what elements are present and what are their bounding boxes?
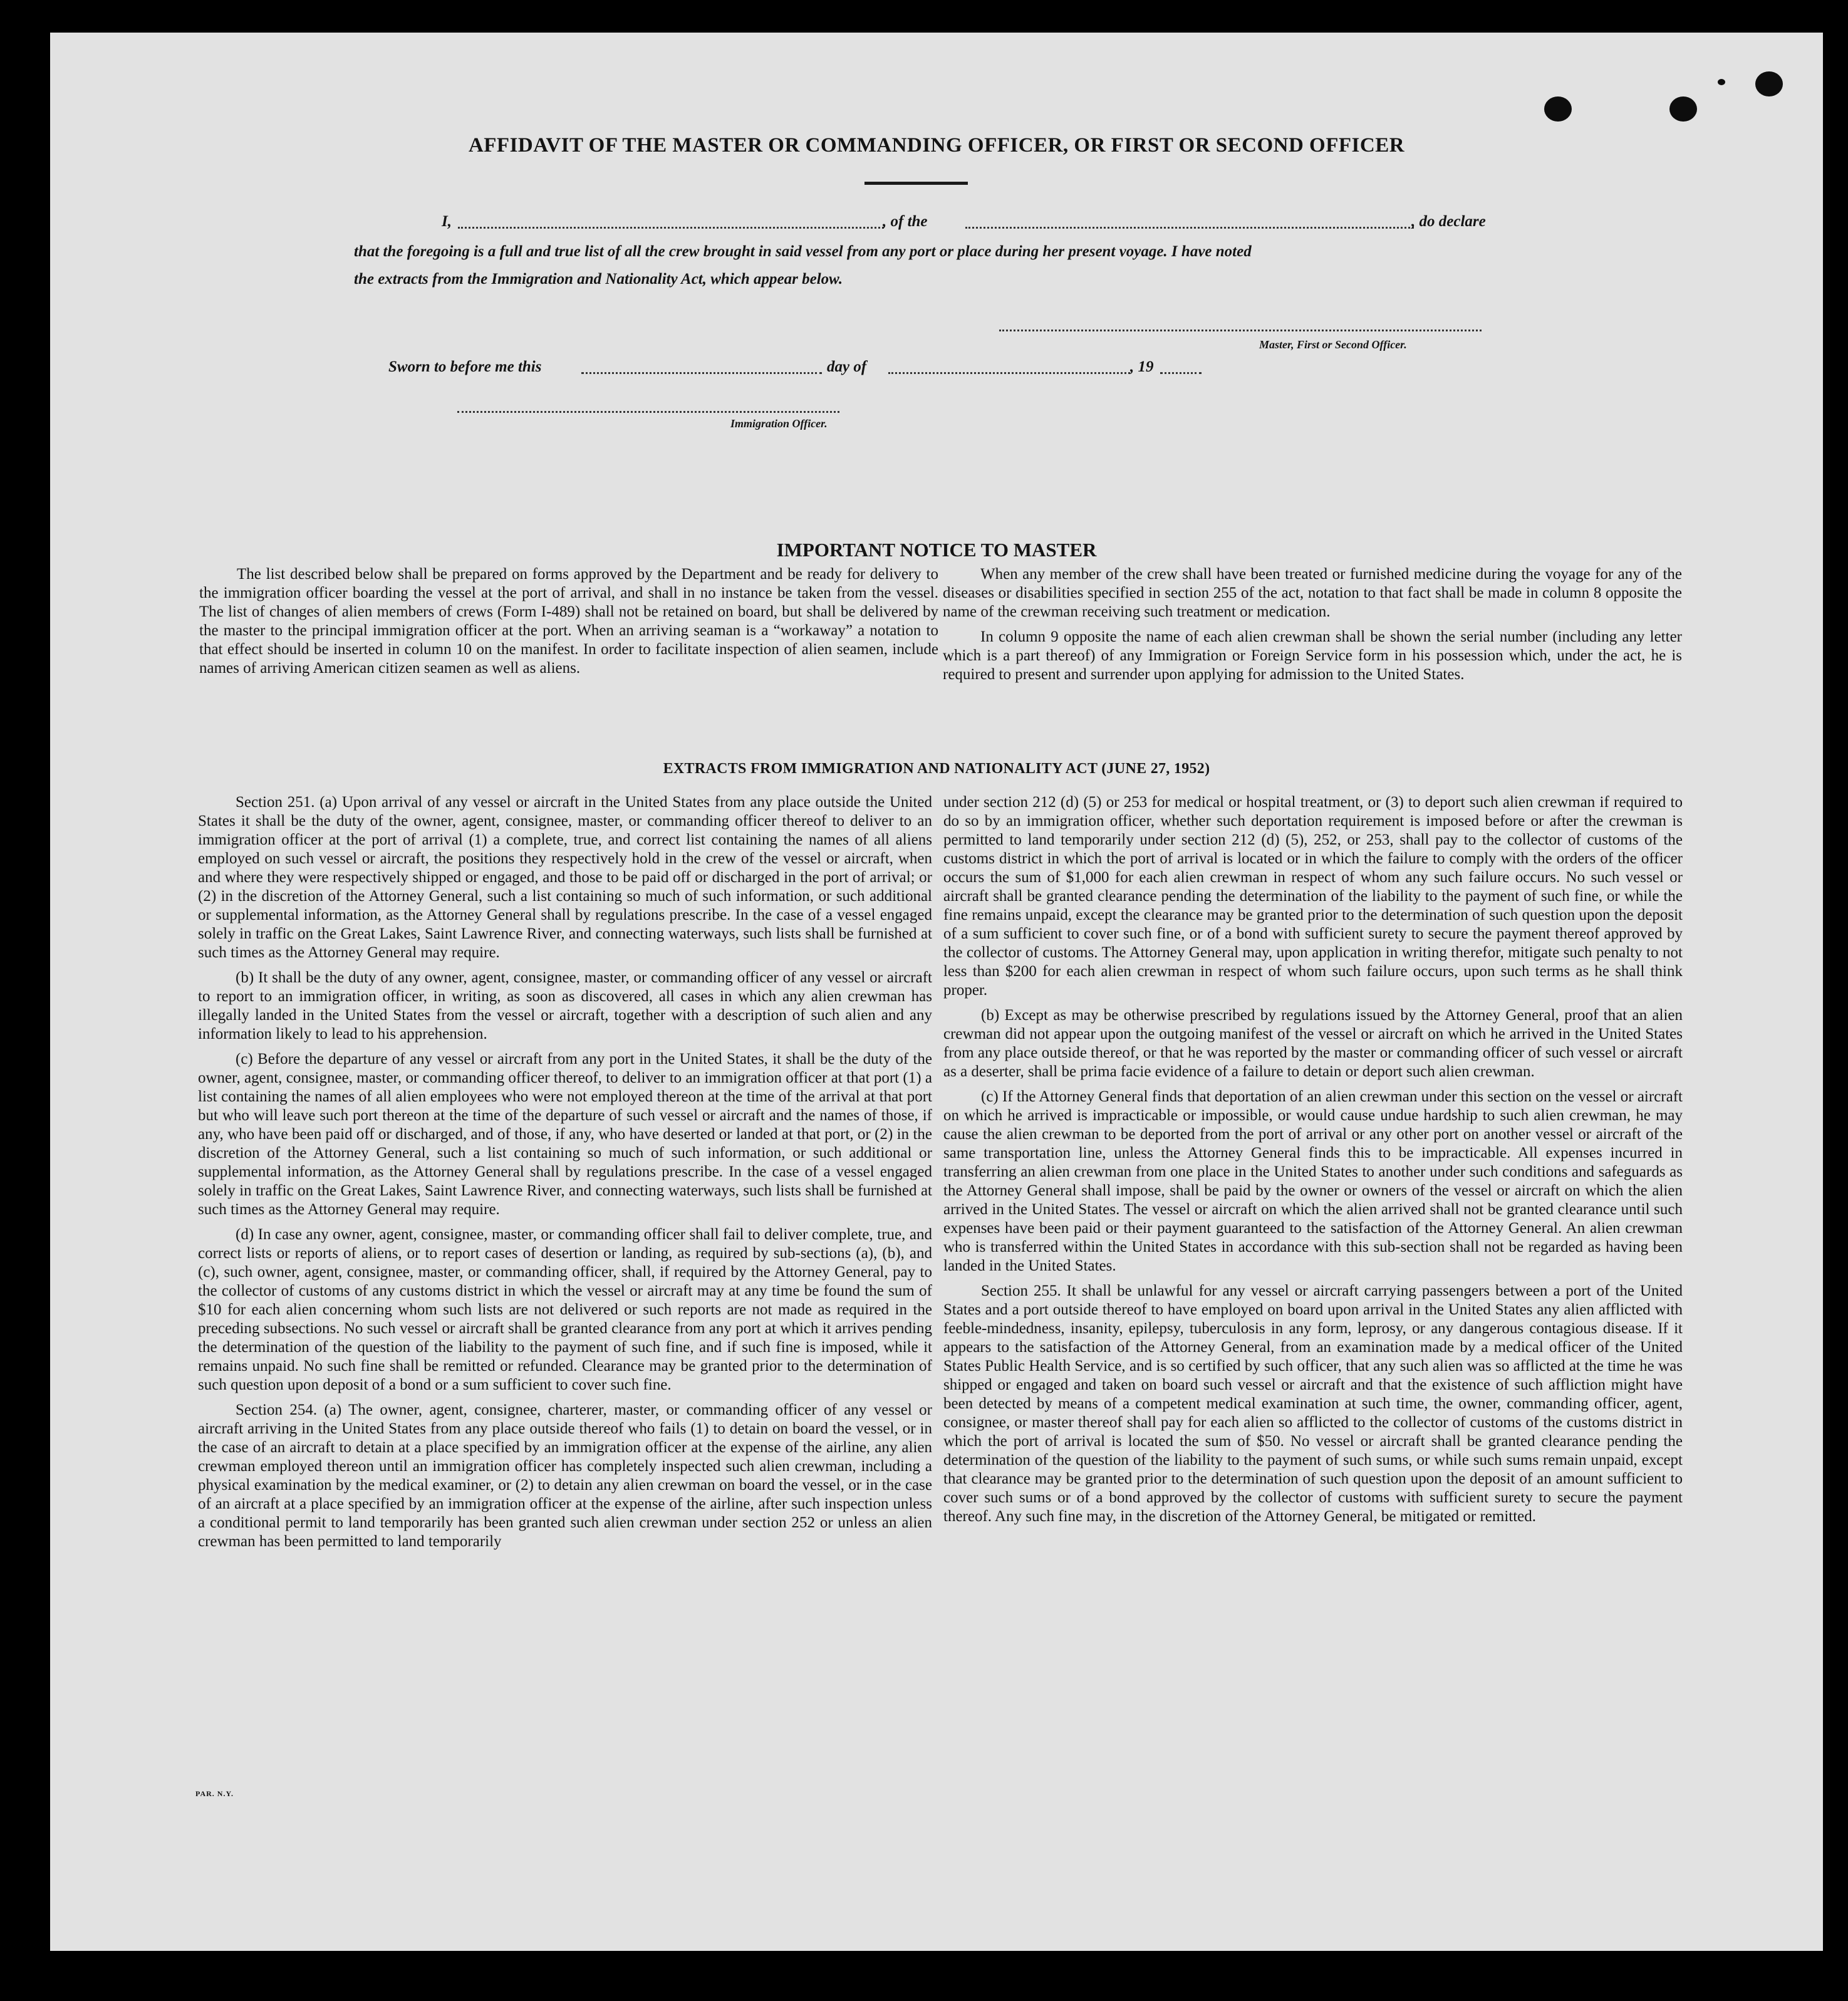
- printer-mark: PAR. N.Y.: [195, 1789, 234, 1798]
- notice-paragraph: When any member of the crew shall have been treated or furnished medicine during the voyage for any of the diseases or disabilities specified in section 255 of the act, notation to that fact shall be made in column 8 opposite the name of the crewman receiving such treatment or medication.: [943, 566, 1682, 620]
- master-signature-line[interactable]: [999, 325, 1482, 331]
- form-sheet: [50, 33, 1823, 1951]
- affidavit-title: AFFIDAVIT OF THE MASTER OR COMMANDING OFFICER, OR FIRST OR SECOND OFFICER: [468, 134, 1405, 157]
- section-254a: Section 254. (a) The owner, agent, consignee, charterer, master, or commanding officer of any vessel or aircraft arriving in the United States from any place outside thereof who fails (1) to detain on board the vessel, or in the case of an aircraft to detain at a place specified by an immigration officer at the expense of the airline, any alien crewman employed thereon until an immigration officer has completely inspected such alien crewman, including a physical examination by the medical examiner, or (2) to detain any alien crewman on board the vessel, or in the case of an aircraft at a place specified by an immigration officer at the expense of the airline, after such inspection unless a conditional permit to land temporarily has been granted such alien crewman under section 252 or unless an alien crewman has been permitted to land temporarily: [198, 1401, 932, 1550]
- declaration-i: I,: [442, 213, 452, 230]
- master-caption: Master, First or Second Officer.: [1259, 338, 1407, 351]
- section-254c: (c) If the Attorney General finds that deportation of an alien crewman under this section on the vessel or aircraft on which he arrived is impracticable or impossible, or would cause undue hardship to such alien crewman, he may cause the alien crewman to be deported from the port of arrival or any other port on another vessel or aircraft of the same transportation line, unless the Attorney General finds this to be impracticable. All expenses incurred in transferring an alien crewman from one place in the United States to another under such conditions and safeguards as the Attorney General shall impose, shall be paid by the owner or owners of the vessel or aircraft on which the alien arrived in the United States. The vessel or aircraft on which the alien arrived shall not be granted clearance until such expenses have been paid or their payment guaranteed to the satisfaction of the Attorney General. An alien crewman who is transferred within the United States in accordance with this sub-section shall not be regarded as having been landed in the United States.: [943, 1088, 1683, 1274]
- punch-hole: [1669, 96, 1697, 122]
- section-251b: (b) It shall be the duty of any owner, agent, consignee, master, or commanding officer of any vessel or aircraft to report to an immigration officer, in writing, as soon as discovered, all cases in which any alien crewman has illegally landed in the United States from the vessel or aircraft, together with a description of such alien and any information likely to lead to his apprehension.: [198, 969, 932, 1042]
- punch-hole: [1755, 71, 1783, 96]
- notice-left-column: [199, 565, 938, 678]
- section-251a: Section 251. (a) Upon arrival of any vessel or aircraft in the United States from any place outside the United States it shall be the duty of the owner, agent, consignee, master, or commanding officer thereof to deliver to an immigration officer at the port of arrival (1) a complete, true, and correct list containing the names of all aliens employed on such vessel or aircraft, the positions they respectively hold in the crew of the vessel or aircraft, when and where they were respectively shipped or engaged, and those to be paid off or discharged in the port of arrival; or (2) in the discretion of the Attorney General, such a list containing so much of such information, or such additional or supplemental information, as the Attorney General shall by regulations prescribe. In the case of a vessel engaged solely in traffic on the Great Lakes, Saint Lawrence River, and connecting waterways, such lists shall be furnished at such times as the Attorney General may require.: [198, 794, 932, 961]
- extracts-right-column: [943, 793, 1683, 1526]
- speck: [1718, 79, 1725, 85]
- declaration-line-3: the extracts from the Immigration and Nationality Act, which appear below.: [354, 271, 843, 288]
- extracts-title: EXTRACTS FROM IMMIGRATION AND NATIONALITY ACT (JUNE 27, 1952): [663, 761, 1210, 777]
- section-254b: (b) Except as may be otherwise prescribed by regulations issued by the Attorney General, proof that an alien crewman did not appear upon the outgoing manifest of the vessel or aircraft on which he arrived in the United States from any place outside thereof, or that he was reported by the master or commanding officer of such vessel or aircraft as a deserter, shall be prima facie evidence of a failure to detain or deport such alien crewman.: [943, 1007, 1683, 1080]
- officer-caption: Immigration Officer.: [730, 417, 828, 430]
- title-rule: [864, 182, 968, 185]
- notice-paragraph: The list described below shall be prepared on forms approved by the Department and be ready for delivery to the immigration officer boarding the vessel at the port of arrival, and shall in no instance be taken from the vessel. The list of changes of alien members of crews (Form I-489) shall not be retained on board, but shall be delivered by the master to the principal immigration officer at the port. When an arriving seaman is a “workaway” a notation to that effect should be inserted in column 10 on the manifest. In order to facilitate inspection of alien seamen, include names of arriving American citizen seamen as well as aliens.: [199, 566, 938, 677]
- declaration-do-declare: , do declare: [1411, 213, 1486, 230]
- sworn-prefix: Sworn to before me this: [388, 358, 542, 375]
- sworn-day-of: day of: [827, 358, 867, 375]
- sworn-year-field[interactable]: [1160, 367, 1202, 374]
- sworn-day-field[interactable]: [581, 367, 822, 374]
- notice-right-column: [943, 565, 1682, 684]
- notice-title: IMPORTANT NOTICE TO MASTER: [776, 539, 1097, 561]
- declaration-line-2: that the foregoing is a full and true list of all the crew brought in said vessel from any port or place during her present voyage. I have noted: [354, 243, 1252, 260]
- punch-hole: [1544, 96, 1572, 122]
- vessel-field[interactable]: [965, 222, 1414, 229]
- declaration-of-the: , of the: [883, 213, 928, 230]
- sworn-year: , 19: [1130, 358, 1154, 375]
- section-251d: (d) In case any owner, agent, consignee, master, or commanding officer shall fail to deliver complete, true, and correct lists or reports of aliens, or to report cases of desertion or landing, as required by sub-sections (a), (b), and (c), such owner, agent, consignee, master, or commanding officer, shall, if required by the Attorney General, pay to the collector of customs of any customs district in which the vessel or aircraft may at any time be found the sum of $10 for each alien concerning whom such lists are not delivered or such reports are not made as required in the preceding subsections. No such vessel or aircraft shall be granted clearance from any port at which it arrives pending the determination of the question of the liability to the payment of such fine, and if such fine is imposed, while it remains unpaid. No such fine shall be remitted or refunded. Clearance may be granted prior to the determination of such question upon deposit of a bond or a sum sufficient to cover such fine.: [198, 1226, 932, 1393]
- notice-paragraph: In column 9 opposite the name of each alien crewman shall be shown the serial number (including any letter which is a part thereof) of any Immigration or Foreign Service form in his possession which, under the act, he is required to present and surrender upon applying for admission to the United States.: [943, 628, 1682, 683]
- extracts-left-column: [198, 793, 932, 1551]
- sworn-line: [388, 358, 1328, 383]
- sworn-month-field[interactable]: [888, 367, 1130, 374]
- section-254a-continued: under section 212 (d) (5) or 253 for medical or hospital treatment, or (3) to deport such alien crewman if required to do so by an immigration officer, whether such deportation requirement is imposed before or after the crewman is permitted to land temporarily under section 212 (d) (5), 252, or 253, shall pay to the collector of customs of the customs district in which the port of arrival is located or in which the failure to comply with the orders of the officer occurs the sum of $1,000 for each alien crewman in respect of whom any such failure occurs. No such vessel or aircraft shall be granted clearance pending the determination of the liability to the payment of such fine, or while the fine remains unpaid, except the clearance may be granted prior to the determination of such question upon the deposit of a sum sufficient to cover such fine, or of a bond with sufficient surety to secure the payment thereof approved by the collector of customs. The Attorney General may, upon application in writing therefor, mitigate such penalty to not less than $200 for each alien crewman in respect of whom such failure occurs, upon such terms as he shall think proper.: [943, 794, 1683, 999]
- officer-signature-line[interactable]: [457, 406, 839, 413]
- name-field[interactable]: [458, 222, 884, 229]
- section-251c: (c) Before the departure of any vessel or aircraft from any port in the United States, it shall be the duty of the owner, agent, consignee, master, or commanding officer thereof, to deliver to an immigration officer at that port (1) a list containing the names of all alien employees who were not employed thereon at the time of the arrival at that port but who will leave such port thereon at the time of the departure of such vessel or aircraft and the names of those, if any, who have been paid off or discharged, and of those, if any, who have deserted or landed at that port, or (2) in the discretion of the Attorney General, such a list containing so much of such information, or such additional or supplemental information, as the Attorney General shall by regulations prescribe. In the case of a vessel engaged solely in traffic on the Great Lakes, Saint Lawrence River, and connecting waterways, such lists shall be furnished at such times as the Attorney General may require.: [198, 1051, 932, 1218]
- section-255: Section 255. It shall be unlawful for any vessel or aircraft carrying passengers between a port of the United States and a port outside thereof to have employed on board upon arrival in the United States any alien afflicted with feeble-mindedness, insanity, epilepsy, tuberculosis in any form, leprosy, or any dangerous contagious disease. If it appears to the satisfaction of the Attorney General, from an examination made by a medical officer of the United States Public Health Service, and is so certified by such officer, that any such alien was so afflicted at the time he was shipped or engaged and taken on board such vessel or aircraft and that the existence of such affliction might have been detected by means of a competent medical examination at such time, the owner, commanding officer, agent, consignee, or master thereof shall pay for each alien so afflicted to the collector of customs of the customs district in which the port of arrival is located the sum of $50. No vessel or aircraft shall be granted clearance pending the determination of the question of the liability to the payment of such sums, or while such sums remain unpaid, except that clearance may be granted prior to the determination of such question upon the deposit of an amount sufficient to cover such sums or of a bond approved by the collector of customs with sufficient surety to secure the payment thereof. Any such fine may, in the discretion of the Attorney General, be mitigated or remitted.: [943, 1282, 1683, 1525]
